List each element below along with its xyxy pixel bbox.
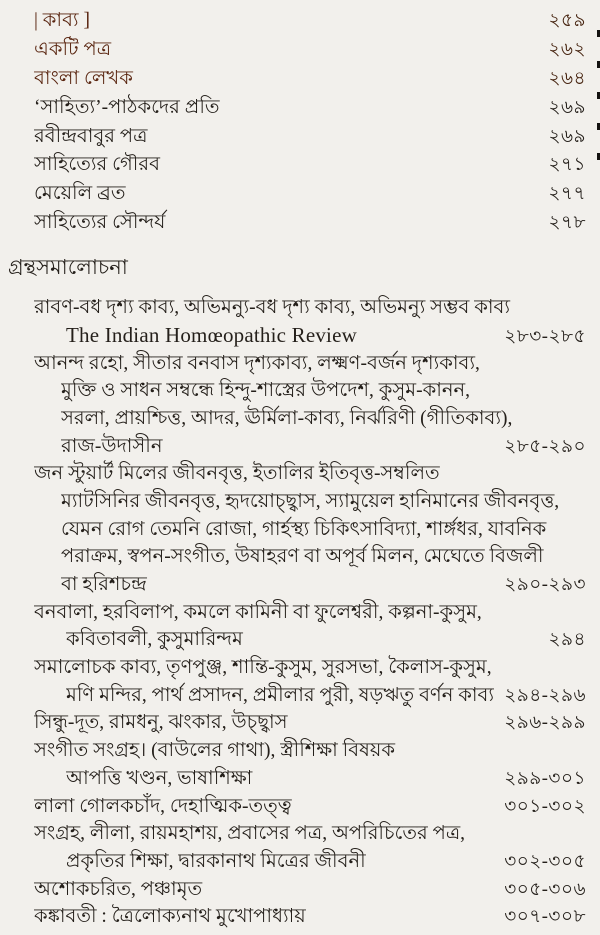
page-number: ২৭৮ xyxy=(548,213,586,234)
toc-entry xyxy=(0,151,600,180)
page-number: ২৯৪-২৯৬ xyxy=(504,685,586,706)
review-entry-text: The Indian Homœopathic Review xyxy=(66,322,357,347)
review-entry-line xyxy=(0,516,600,544)
review-entry-line xyxy=(0,322,600,350)
toc-entry-title: বাংলা লেখক xyxy=(34,67,133,89)
review-entry-text: সমালোচক কাব্য, তৃণপুঞ্জ, শান্তি-কুসুম, সুরসভা, কৈলাস-কুসুম, xyxy=(34,657,492,679)
review-entry-text: আপত্তি খণ্ডন, ভাষাশিক্ষা xyxy=(66,767,253,789)
page-number: ৩০৭-৩০৮ xyxy=(504,907,586,928)
review-entry-line xyxy=(0,709,600,737)
review-entry-line xyxy=(0,848,600,876)
toc-entry xyxy=(0,180,600,209)
review-entry-line xyxy=(0,294,600,322)
toc-entry xyxy=(0,65,600,94)
review-entry-line xyxy=(0,377,600,405)
review-entry-line xyxy=(0,350,600,378)
review-entry-text: কঙ্কাবতী : ত্রৈলোক্যনাথ মুখোপাধ্যায় xyxy=(34,906,306,928)
review-entry-line xyxy=(0,765,600,793)
review-entry-line xyxy=(0,460,600,488)
review-entry-text: যেমন রোগ তেমনি রোজা, গার্হস্থ্য চিকিৎসাবিদ্যা, শার্ঙ্গধর, যাবনিক xyxy=(61,518,547,540)
review-entry-text: বা হরিশচন্দ্র xyxy=(61,574,147,595)
page-number: ২৭৭ xyxy=(548,184,586,205)
section-heading: গ্রন্থসমালোচনা xyxy=(8,255,128,280)
review-entry-line xyxy=(0,488,600,516)
toc-entry xyxy=(0,36,600,65)
toc-entry xyxy=(0,123,600,152)
toc-entry-title: মেয়েলি ব্রত xyxy=(34,183,126,205)
page-number: ২৬২ xyxy=(548,39,586,60)
toc-entry xyxy=(0,94,600,123)
toc-entry-title: রবীন্দ্রবাবুর পত্র xyxy=(34,125,148,147)
page-number: ২৯৯-৩০১ xyxy=(504,768,586,789)
review-entry-text: কবিতাবলী, কুসুমারিন্দম xyxy=(66,629,243,651)
page-number: ৩০৫-৩০৬ xyxy=(504,879,586,900)
toc-entry-title: সাহিত্যের গৌরব xyxy=(34,154,160,176)
page-number: ২৯৪ xyxy=(548,630,586,651)
review-entry-text: অশোকচরিত, পঞ্চামৃত xyxy=(34,878,203,900)
review-entry-line xyxy=(0,654,600,682)
toc-entry-title: | কাব্য ] xyxy=(34,10,90,31)
review-entry-line xyxy=(0,599,600,627)
review-entry-line xyxy=(0,737,600,765)
page-number: ২৯০-২৯৩ xyxy=(504,575,586,595)
review-entry-line xyxy=(0,571,600,599)
review-entry-line xyxy=(0,543,600,571)
toc-entry-title: সাহিত্যের সৌন্দর্য xyxy=(34,212,166,234)
review-entry-text: জন স্টুয়ার্ট মিলের জীবনবৃত্ত, ইতালির ইতিবৃত্ত-সম্বলিত xyxy=(34,463,440,485)
page-number: ৩০২-৩০৫ xyxy=(504,851,586,872)
review-entry-text: প্রকৃতির শিক্ষা, দ্বারকানাথ মিত্রের জীবনী xyxy=(66,850,366,872)
review-entry-line xyxy=(0,682,600,710)
review-entry-line xyxy=(0,793,600,821)
page-number: ২৬৯ xyxy=(548,126,586,147)
review-entry-text: ম্যাটসিনির জীবনবৃত্ত, হৃদয়োচ্ছ্বাস, স্যামুয়েল হানিমানের জীবনবৃত্ত, xyxy=(61,490,560,512)
page-number: ২৬৪ xyxy=(548,68,586,89)
page-number: ২৭১ xyxy=(548,155,586,176)
review-entry-line xyxy=(0,626,600,654)
review-entry-text: লালা গোলকচাঁদ, দেহাত্মিক-তত্ত্ব xyxy=(34,795,292,817)
toc-entry xyxy=(0,7,600,36)
review-entry-text: সংগ্রহ, লীলা, রায়মহাশয়, প্রবাসের পত্র, অপরিচিতের পত্র, xyxy=(34,823,466,845)
toc-top-list xyxy=(0,7,600,238)
page-number: ২৬৯ xyxy=(548,97,586,118)
review-entry-line xyxy=(0,903,600,931)
page-number: ২৫৯ xyxy=(548,11,586,31)
review-entry-text: সংগীত সংগ্রহ। (বাউলের গাথা), স্ত্রীশিক্ষা বিষয়ক xyxy=(34,740,395,762)
review-entry-text: সরলা, প্রায়শ্চিত্ত, আদর, ঊর্মিলা-কাব্য, নির্ঝরিণী (গীতিকাব্য), xyxy=(61,407,513,429)
review-entry-text: মণি মন্দির, পার্থ প্রসাদন, প্রমীলার পুরী, ষড়ঋতু বর্ণন কাব্য xyxy=(66,684,495,706)
page-number: ২৯৬-২৯৯ xyxy=(504,713,586,734)
toc-review-list xyxy=(0,294,600,931)
review-entry-text: বনবালা, হরবিলাপ, কমলে কামিনী বা ফুলেশ্বরী, কল্পনা-কুসুম, xyxy=(34,601,482,623)
review-entry-line xyxy=(0,433,600,461)
review-entry-text: সিন্ধু-দূত, রামধনু, ঝংকার, উচ্ছ্বাস xyxy=(34,712,288,734)
review-entry-text: রাজ-উদাসীন xyxy=(61,435,163,457)
review-entry-line xyxy=(0,820,600,848)
review-entry-line xyxy=(0,876,600,904)
review-entry-line xyxy=(0,405,600,433)
page-number: ৩০১-৩০২ xyxy=(504,796,586,817)
page-number: ২৮৩-২৮৫ xyxy=(504,326,586,347)
review-entry-text: আনন্দ রহো, সীতার বনবাস দৃশ্যকাব্য, লক্ষ্মণ-বর্জন দৃশ্যকাব্য, xyxy=(34,352,480,374)
review-entry-text: মুক্তি ও সাধন সম্বন্ধে হিন্দু-শাস্ত্রের উপদেশ, কুসুম-কানন, xyxy=(61,380,471,402)
toc-entry-title: একটি পত্র xyxy=(34,38,112,60)
review-entry-text: পরাক্রম, স্বপন-সংগীত, উষাহরণ বা অপূর্ব মিলন, মেঘেতে বিজলী xyxy=(61,546,544,568)
toc-entry xyxy=(0,209,600,238)
page-number: ২৮৫-২৯০ xyxy=(504,436,586,457)
review-entry-text: রাবণ-বধ দৃশ্য কাব্য, অভিমন্যু-বধ দৃশ্য কাব্য, অভিমন্যু সম্ভব কাব্য xyxy=(34,297,511,319)
toc-entry-title: ‘সাহিত্য’-পাঠকদের প্রতি xyxy=(34,96,220,118)
